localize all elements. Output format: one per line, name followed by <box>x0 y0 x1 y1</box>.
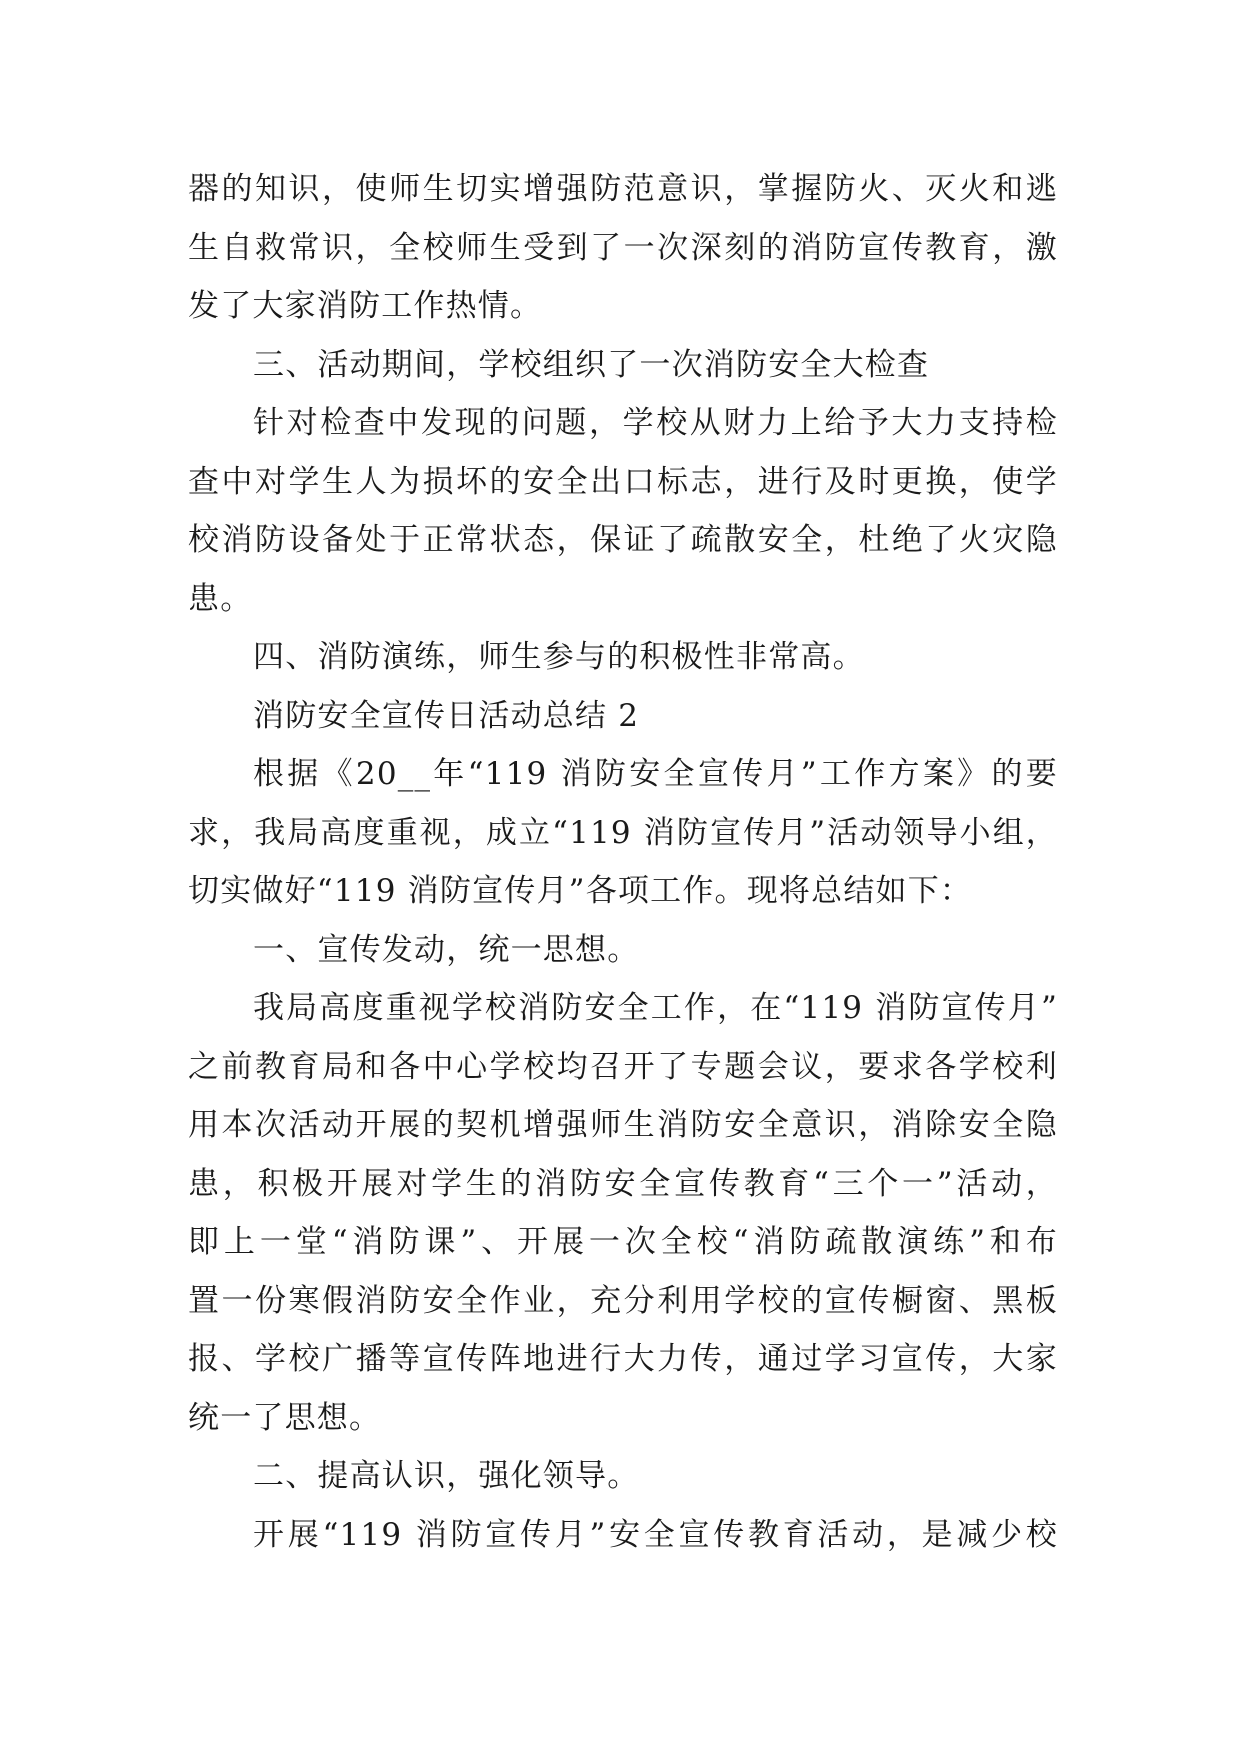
text-line: 患。 <box>188 580 253 617</box>
text-line: 一、宣传发动，统一思想。 <box>253 931 640 968</box>
text-line: 消防安全宣传日活动总结 2 <box>253 697 640 734</box>
text-line: 器的知识，使师生切实增强防范意识，掌握防火、灭火和逃 <box>188 171 1058 207</box>
text-line: 患，积极开展对学生的消防安全宣传教育“三个一”活动， <box>188 1165 1058 1202</box>
text-line: 校消防设备处于正常状态，保证了疏散安全，杜绝了火灾隐 <box>188 522 1058 558</box>
text-line: 用本次活动开展的契机增强师生消防安全意识，消除安全隐 <box>188 1107 1058 1143</box>
text-line: 根据《20__年“119 消防安全宣传月”工作方案》的要 <box>253 756 1058 792</box>
text-line: 我局高度重视学校消防安全工作，在“119 消防宣传月” <box>253 990 1058 1026</box>
text-line: 针对检查中发现的问题，学校从财力上给予大力支持检 <box>253 405 1058 441</box>
text-line: 四、消防演练，师生参与的积极性非常高。 <box>253 639 865 675</box>
text-line: 生自救常识，全校师生受到了一次深刻的消防宣传教育，激 <box>188 229 1058 266</box>
text-line: 之前教育局和各中心学校均召开了专题会议，要求各学校利 <box>188 1048 1058 1085</box>
text-line: 开展“119 消防宣传月”安全宣传教育活动，是减少校 <box>253 1516 1058 1553</box>
text-line: 查中对学生人为损坏的安全出口标志，进行及时更换，使学 <box>188 463 1058 500</box>
text-line: 即上一堂“消防课”、开展一次全校“消防疏散演练”和布 <box>188 1224 1058 1260</box>
text-line: 置一份寒假消防安全作业，充分利用学校的宣传橱窗、黑板 <box>188 1282 1058 1319</box>
text-line: 三、活动期间，学校组织了一次消防安全大检查 <box>253 346 930 383</box>
text-line: 二、提高认识，强化领导。 <box>253 1458 640 1494</box>
text-line: 发了大家消防工作热情。 <box>188 288 543 324</box>
text-line: 报、学校广播等宣传阵地进行大力传，通过学习宣传，大家 <box>188 1341 1058 1377</box>
text-line: 统一了思想。 <box>188 1399 382 1436</box>
document-body <box>188 160 1058 1564</box>
text-line: 切实做好“119 消防宣传月”各项工作。现将总结如下： <box>188 873 973 909</box>
text-line: 求，我局高度重视，成立“119 消防宣传月”活动领导小组， <box>188 814 1058 851</box>
